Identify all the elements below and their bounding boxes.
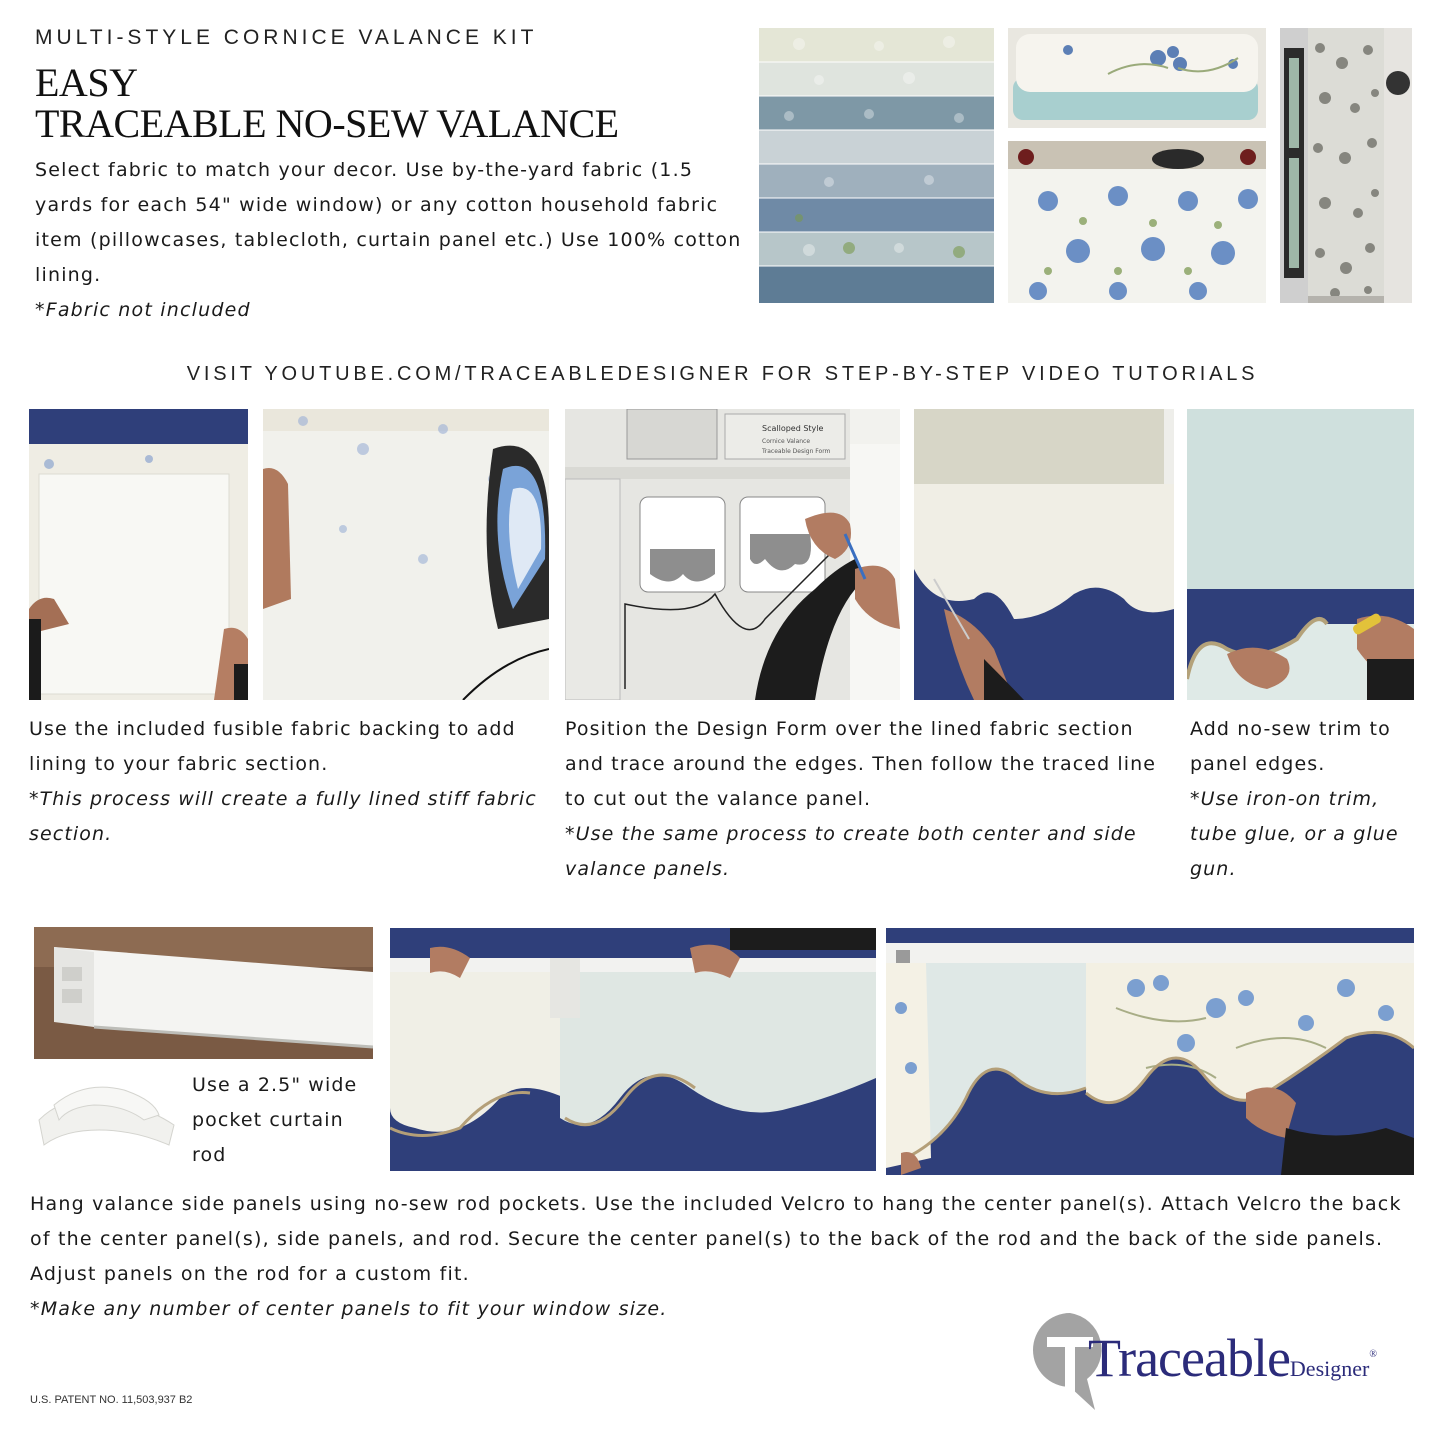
trim-step-photo [1187,409,1414,700]
fabric-bolts-photo [759,28,994,303]
cutting-image [914,409,1174,700]
logo-small-word: Designer [1289,1356,1370,1381]
curtain-panel-photo [1280,28,1412,303]
fabric-backing-image [29,409,248,700]
design-form-subtitle-1: Cornice Valance [762,438,811,445]
finished-valance-photo [886,928,1414,1175]
trace-step-note: *Use the same process to create both center and side valance panels. [565,823,1137,880]
youtube-tutorials-banner: VISIT YOUTUBE.COM/TRACEABLEDESIGNER FOR STEP-BY-STEP VIDEO TUTORIALS [186,363,1259,385]
pillowcases-photo [1008,28,1266,128]
trim-step-text [1190,712,1420,887]
ironing-image [263,409,549,700]
lining-step-photo-1 [29,409,248,700]
fabric-bolts-image [759,28,994,303]
intro-note: *Fabric not included [35,299,251,321]
trace-step-photo-2 [914,409,1174,700]
velcro-strips-image [34,1075,184,1155]
curtain-rod-image [34,927,373,1059]
side-panels-image [390,928,876,1171]
curtain-rod-photo [34,927,373,1059]
pillowcases-image [1008,28,1266,128]
page-headline [35,62,619,144]
intro-paragraph [35,153,755,328]
headline-line-1: EASY [35,60,138,105]
logo-main-word: Traceable [1088,1328,1290,1388]
traceable-designer-logo [1025,1305,1425,1415]
design-form-title: Scalloped Style [762,424,824,433]
curtain-panel-image [1280,28,1412,303]
lining-step-text [29,712,549,852]
trace-step-photo-1 [565,409,900,700]
trace-step-description: Position the Design Form over the lined fabric section and trace around the edges. Then follow the traced line to cut out the valance panel. [565,718,1157,810]
trace-step-text [565,712,1165,887]
design-form-subtitle-2: Traceable Design Form [762,448,831,455]
registered-mark: ® [1369,1349,1376,1360]
tablecloth-photo [1008,141,1266,303]
velcro-strips-photo [34,1075,184,1155]
trim-application-image [1187,409,1414,700]
design-form-image [565,409,900,700]
intro-text: Select fabric to match your decor. Use by-the-yard fabric (1.5 yards for each 54" wide window) or any cotton household fabric item (pillowcases, tablecloth, curtain panel etc.) Use 100% cotton lining. [35,159,742,286]
lining-step-note: *This process will create a fully lined stiff fabric section. [29,788,537,845]
trim-step-note: *Use iron-on trim, tube glue, or a glue gun. [1190,788,1399,880]
kit-kicker: MULTI-STYLE CORNICE VALANCE KIT [35,26,538,49]
patent-number: U.S. PATENT NO. 11,503,937 B2 [30,1394,193,1406]
logo-wordmark [1088,1327,1376,1389]
rod-step-text: Use a 2.5" wide pocket curtain rod [192,1074,358,1166]
hanging-side-panels-photo [390,928,876,1171]
trim-step-description: Add no-sew trim to panel edges. [1190,718,1391,775]
hanging-instructions-note: *Make any number of center panels to fit your window size. [30,1298,668,1320]
lining-step-photo-2 [263,409,549,700]
hanging-instructions-text: Hang valance side panels using no-sew rod pockets. Use the included Velcro to hang the center panel(s). Attach Velcro the back of the center panel(s), side panels, and rod. Secure the center panel(s) to the back of the rod and the back of the side panels. Adjust panels on the rod for a custom fit. [30,1193,1402,1285]
tablecloth-image [1008,141,1266,303]
finished-valance-image [886,928,1414,1175]
headline-line-2: TRACEABLE NO-SEW VALANCE [35,101,619,146]
lining-step-description: Use the included fusible fabric backing to add lining to your fabric section. [29,718,516,775]
